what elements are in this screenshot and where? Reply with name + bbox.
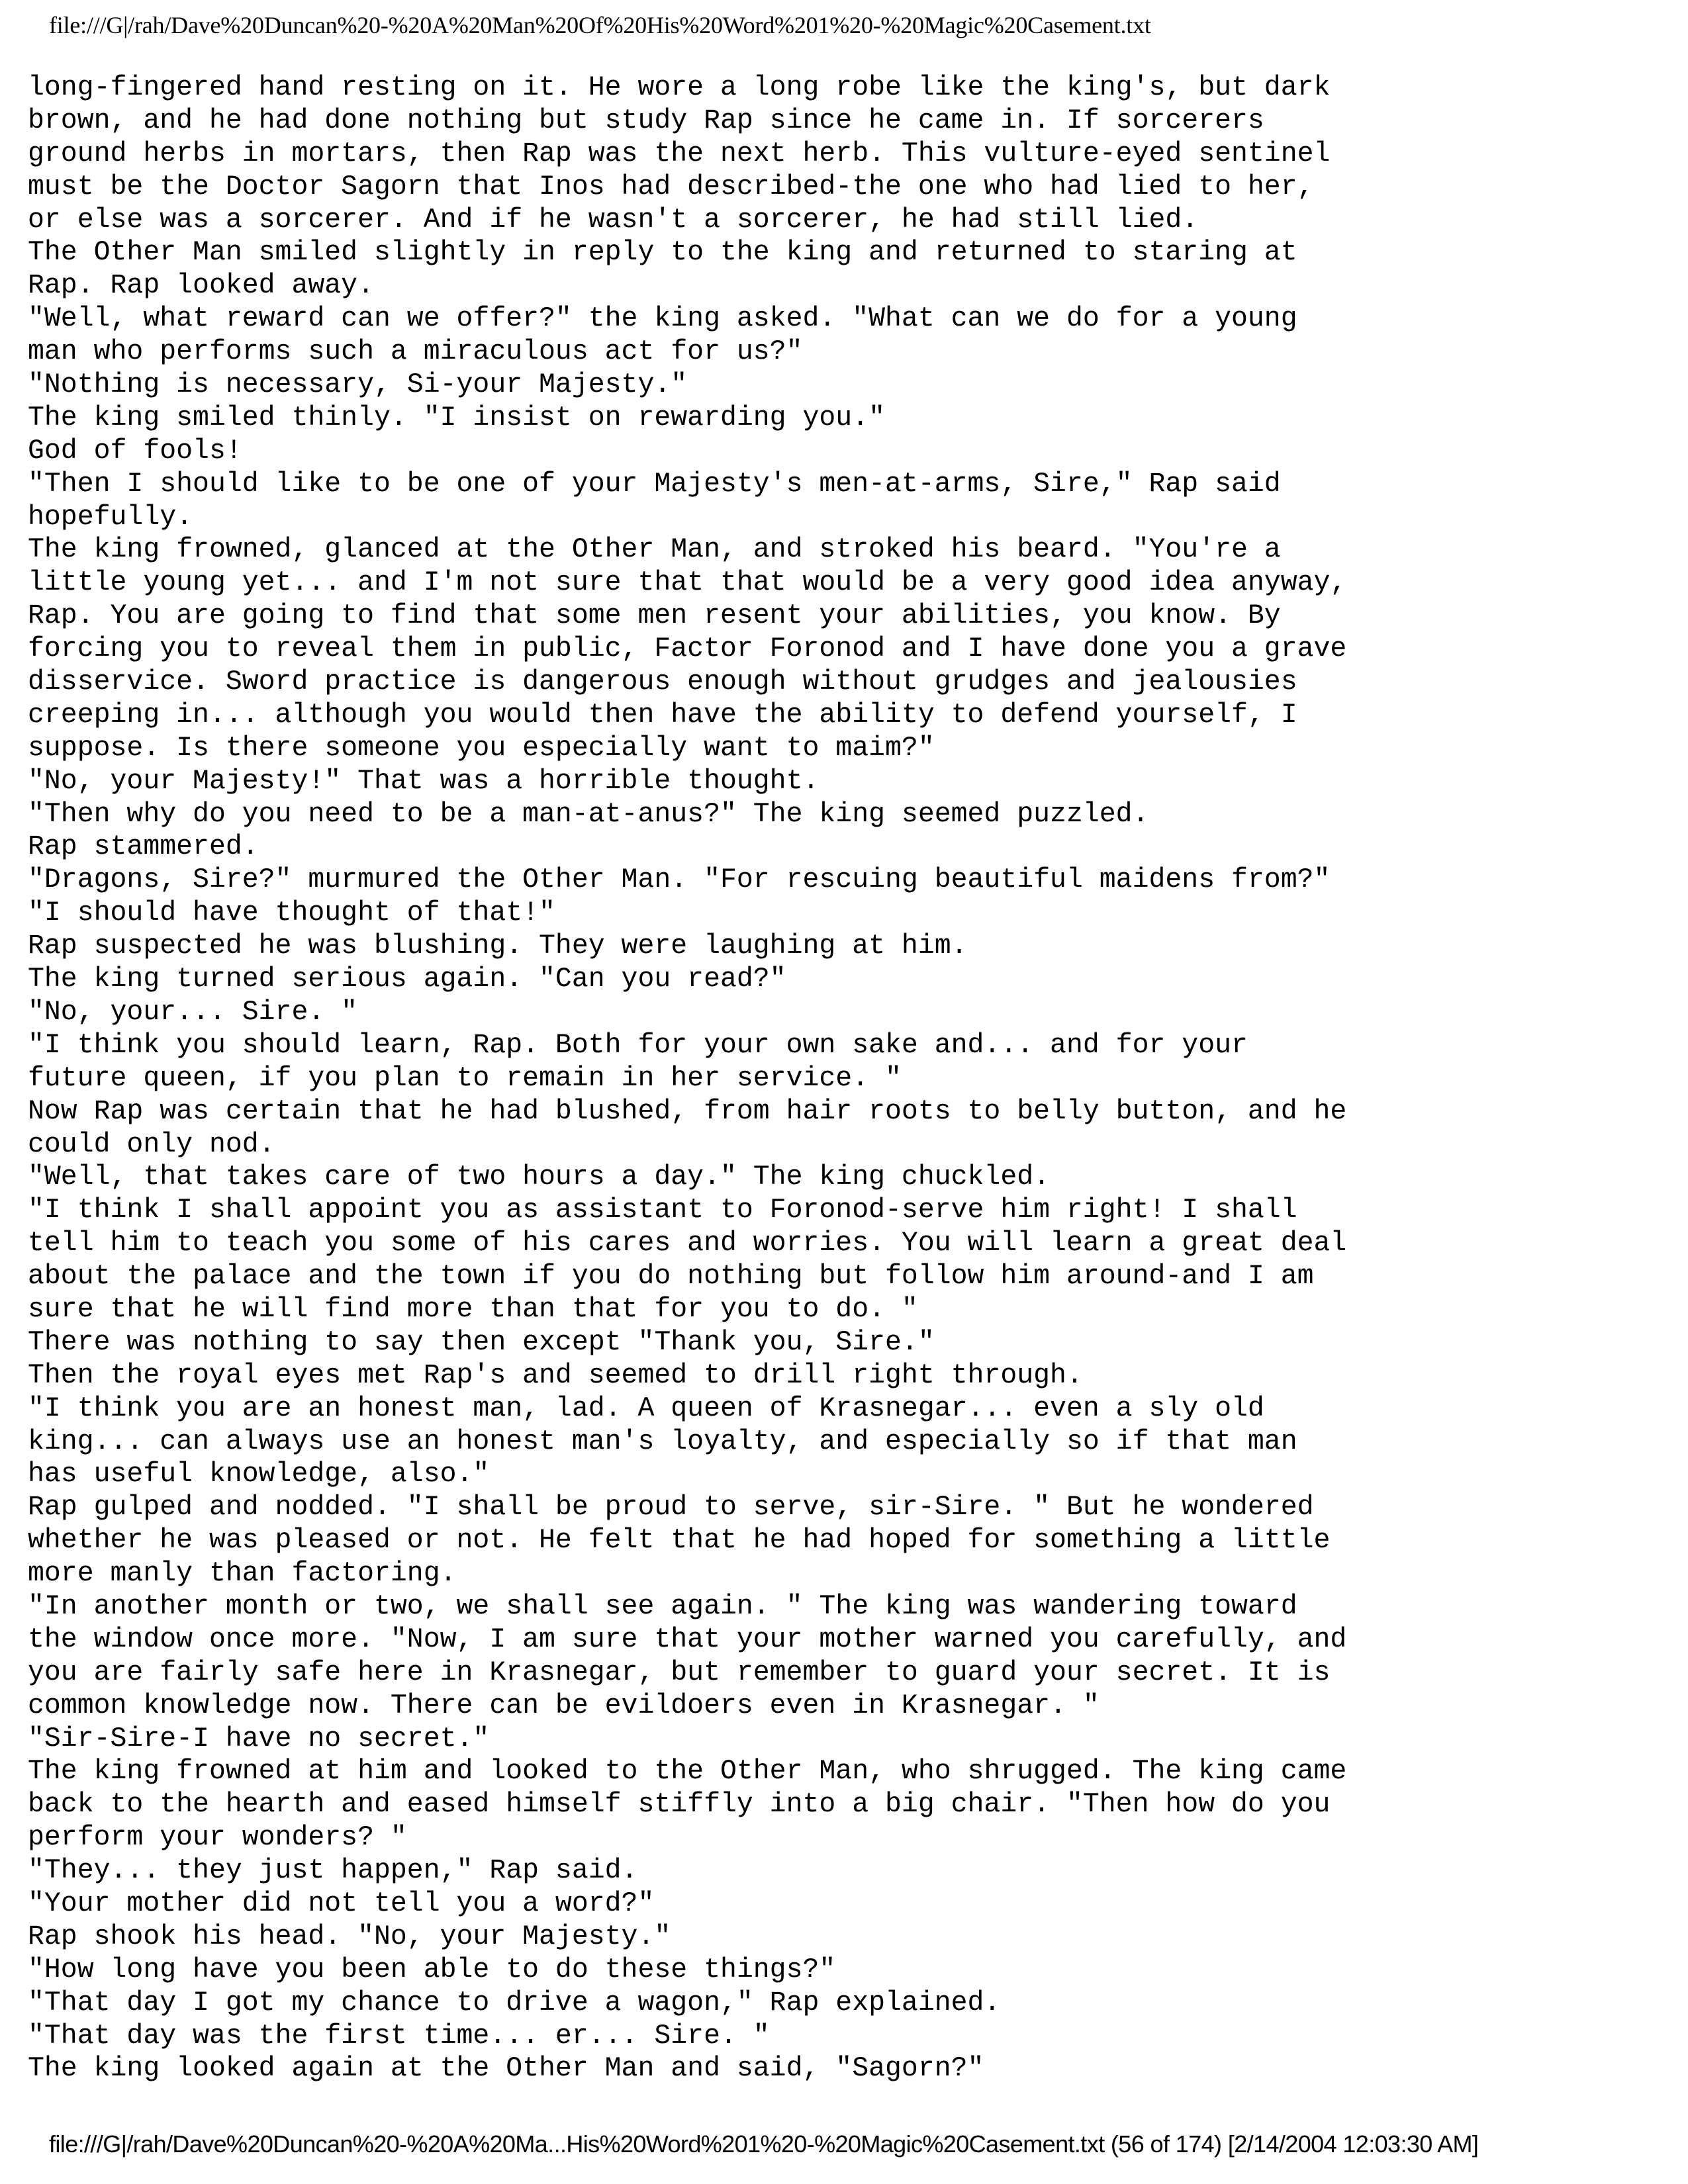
text-line: "How long have you been able to do these things?" <box>28 1954 836 1985</box>
text-line: or else was a sorcerer. And if he wasn't a sorcerer, he had still lied. <box>28 204 1199 236</box>
text-line: "Nothing is necessary, Si-your Majesty." <box>28 369 688 401</box>
text-line: little young yet... and I'm not sure that that would be a very good idea anyway, <box>28 567 1347 599</box>
document-body <box>28 71 1669 2085</box>
text-line: whether he was pleased or not. He felt that he had hoped for something a little <box>28 1525 1331 1557</box>
text-line: The king frowned, glanced at the Other Man, and stroked his beard. "You're a <box>28 534 1281 566</box>
text-line: "I think you are an honest man, lad. A queen of Krasnegar... even a sly old <box>28 1392 1264 1424</box>
text-line: "No, your... Sire. " <box>28 996 358 1028</box>
text-line: "Well, that takes care of two hours a day." The king chuckled. <box>28 1161 1051 1193</box>
text-line: "Then I should like to be one of your Majesty's men-at-arms, Sire," Rap said <box>28 468 1281 500</box>
text-line: "Well, what reward can we offer?" the king asked. "What can we do for a young <box>28 303 1297 335</box>
text-line: must be the Doctor Sagorn that Inos had described-the one who had lied to her, <box>28 171 1314 203</box>
text-line: Rap suspected he was blushing. They were laughing at him. <box>28 931 968 962</box>
text-line: Now Rap was certain that he had blushed, from hair roots to belly button, and he <box>28 1095 1347 1127</box>
text-line: "I think I shall appoint you as assistant to Foronod-serve him right! I shall <box>28 1195 1297 1226</box>
text-line: man who performs such a miraculous act for us?" <box>28 336 803 368</box>
text-line: hopefully. <box>28 501 193 533</box>
text-line: sure that he will find more than that for you to do. " <box>28 1293 918 1325</box>
text-line: The king smiled thinly. "I insist on rewarding you." <box>28 402 886 433</box>
text-line: The king looked again at the Other Man and said, "Sagorn?" <box>28 2053 984 2085</box>
text-line: about the palace and the town if you do nothing but follow him around-and I am <box>28 1261 1314 1293</box>
text-line: "Dragons, Sire?" murmured the Other Man. "For rescuing beautiful maidens from?" <box>28 864 1331 896</box>
text-line: forcing you to reveal them in public, Factor Foronod and I have done you a grave <box>28 633 1347 665</box>
text-line: "Sir-Sire-I have no secret." <box>28 1723 490 1754</box>
text-line: long-fingered hand resting on it. He wore a long robe like the king's, but dark <box>28 72 1331 103</box>
text-line: creeping in... although you would then have the ability to defend yourself, I <box>28 699 1297 731</box>
text-line: back to the hearth and eased himself stiffly into a big chair. "Then how do you <box>28 1789 1331 1821</box>
header-file-path: file:///G|/rah/Dave%20Duncan%20-%20A%20Man%20Of%20His%20Word%201%20-%20Magic%20Casement.txt <box>49 12 1151 38</box>
text-line: tell him to teach you some of his cares and worries. You will learn a great deal <box>28 1228 1347 1259</box>
text-line: "I think you should learn, Rap. Both for your own sake and... and for your <box>28 1029 1248 1061</box>
text-line: future queen, if you plan to remain in her service. " <box>28 1062 902 1094</box>
text-line: could only nod. <box>28 1128 275 1160</box>
text-line: "Then why do you need to be a man-at-anus?" The king seemed puzzled. <box>28 798 1149 830</box>
text-line: There was nothing to say then except "Thank you, Sire." <box>28 1326 935 1358</box>
text-line: The king turned serious again. "Can you read?" <box>28 964 786 995</box>
text-line: "They... they just happen," Rap said. <box>28 1855 638 1887</box>
text-line: "In another month or two, we shall see again. " The king was wandering toward <box>28 1590 1297 1622</box>
text-line: "I should have thought of that!" <box>28 897 555 929</box>
text-line: Rap stammered. <box>28 831 259 863</box>
text-line: king... can always use an honest man's loyalty, and especially so if that man <box>28 1426 1297 1457</box>
text-line: "That day I got my chance to drive a wagon," Rap explained. <box>28 1987 1001 2019</box>
text-line: brown, and he had done nothing but study Rap since he came in. If sorcerers <box>28 105 1264 136</box>
text-line: "Your mother did not tell you a word?" <box>28 1888 655 1919</box>
text-line: you are fairly safe here in Krasnegar, but remember to guard your secret. It is <box>28 1657 1331 1688</box>
text-line: "No, your Majesty!" That was a horrible thought. <box>28 765 820 797</box>
text-line: suppose. Is there someone you especially want to maim?" <box>28 732 935 764</box>
text-line: has useful knowledge, also." <box>28 1459 490 1490</box>
text-line: Rap gulped and nodded. "I shall be proud to serve, sir-Sire. " But he wondered <box>28 1492 1314 1524</box>
text-line: common knowledge now. There can be evildoers even in Krasnegar. " <box>28 1690 1100 1721</box>
text-line: Then the royal eyes met Rap's and seemed to drill right through. <box>28 1359 1083 1391</box>
text-line: the window once more. "Now, I am sure that your mother warned you carefully, and <box>28 1623 1347 1655</box>
text-line: "That day was the first time... er... Sire. " <box>28 2020 770 2052</box>
text-line: Rap shook his head. "No, your Majesty." <box>28 1921 671 1952</box>
text-line: The king frowned at him and looked to the Other Man, who shrugged. The king came <box>28 1756 1347 1788</box>
text-line: God of fools! <box>28 435 242 467</box>
footer-file-path: file:///G|/rah/Dave%20Duncan%20-%20A%20Ma...His%20Word%201%20-%20Magic%20Casement.txt (56 of 174) [2/14/2004 12:03:30 AM] <box>49 2130 1479 2158</box>
text-line: Rap. You are going to find that some men resent your abilities, you know. By <box>28 600 1281 632</box>
text-line: The Other Man smiled slightly in reply to the king and returned to staring at <box>28 237 1297 269</box>
text-line: disservice. Sword practice is dangerous enough without grudges and jealousies <box>28 666 1297 698</box>
text-line: ground herbs in mortars, then Rap was the next herb. This vulture-eyed sentinel <box>28 138 1331 169</box>
text-line: Rap. Rap looked away. <box>28 270 374 302</box>
text-line: perform your wonders? " <box>28 1822 407 1854</box>
text-line: more manly than factoring. <box>28 1558 457 1590</box>
